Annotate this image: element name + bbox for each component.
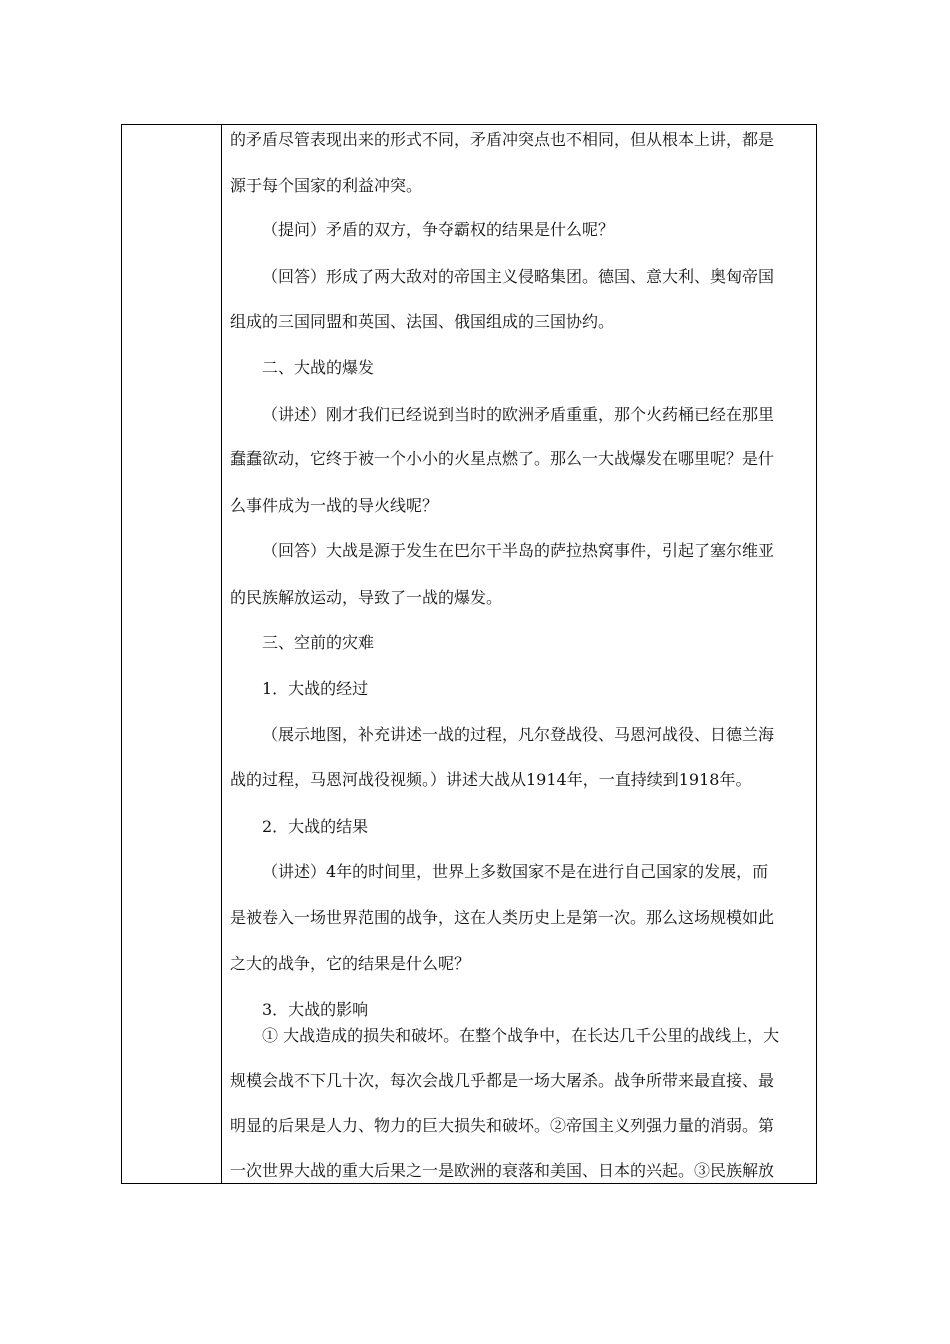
text-line: 之大的战争，它的结果是什么呢？ (230, 954, 471, 973)
text-line: 蠢蠢欲动，它终于被一个小小的火星点燃了。那么一大战爆发在哪里呢？是什 (230, 449, 775, 468)
text-line: 规模会战不下几十次，每次会战几乎都是一场大屠杀。战争所带来最直接、最 (230, 1071, 775, 1090)
text-line: ① 大战造成的损失和破坏。在整个战争中，在长达几千公里的战线上，大 (262, 1026, 780, 1045)
text-line: （讲述）4年的时间里，世界上多数国家不是在进行自己国家的发展，而 (262, 862, 769, 881)
text-line: （展示地图，补充讲述一战的过程，凡尔登战役、马恩河战役、日德兰海 (262, 725, 775, 744)
text-line: 明显的后果是人力、物力的巨大损失和破坏。②帝国主义列强力量的消弱。第 (230, 1116, 775, 1135)
left-column-cell (122, 125, 222, 1183)
subsection-heading: 3．大战的影响 (262, 1000, 369, 1019)
section-heading: 三、空前的灾难 (262, 633, 375, 652)
text-line: （回答）形成了两大敌对的帝国主义侵略集团。德国、意大利、奥匈帝国 (262, 267, 775, 286)
lesson-table (121, 124, 817, 1184)
subsection-heading: 1．大战的经过 (262, 679, 369, 698)
text-line: 么事件成为一战的导火线呢？ (230, 496, 439, 515)
text-line: 的民族解放运动，导致了一战的爆发。 (230, 588, 503, 607)
text-line: 战的过程，马恩河战役视频。）讲述大战从1914年，一直持续到1918年。 (230, 770, 752, 789)
text-line: 一次世界大战的重大后果之一是欧洲的衰落和美国、日本的兴起。③民族解放 (230, 1161, 775, 1180)
text-line: （提问）矛盾的双方，争夺霸权的结果是什么呢？ (262, 220, 615, 239)
section-heading: 二、大战的爆发 (262, 358, 375, 377)
content-cell (222, 125, 816, 1183)
text-line: 源于每个国家的利益冲突。 (230, 176, 423, 195)
text-line: （回答）大战是源于发生在巴尔干半岛的萨拉热窝事件，引起了塞尔维亚 (262, 541, 775, 560)
subsection-heading: 2．大战的结果 (262, 817, 369, 836)
text-line: 组成的三国同盟和英国、法国、俄国组成的三国协约。 (230, 312, 615, 331)
text-line: 是被卷入一场世界范围的战争，这在人类历史上是第一次。那么这场规模如此 (230, 908, 775, 927)
text-line: （讲述）刚才我们已经说到当时的欧洲矛盾重重，那个火药桶已经在那里 (262, 405, 775, 424)
text-line: 的矛盾尽管表现出来的形式不同，矛盾冲突点也不相同，但从根本上讲，都是 (230, 130, 775, 149)
